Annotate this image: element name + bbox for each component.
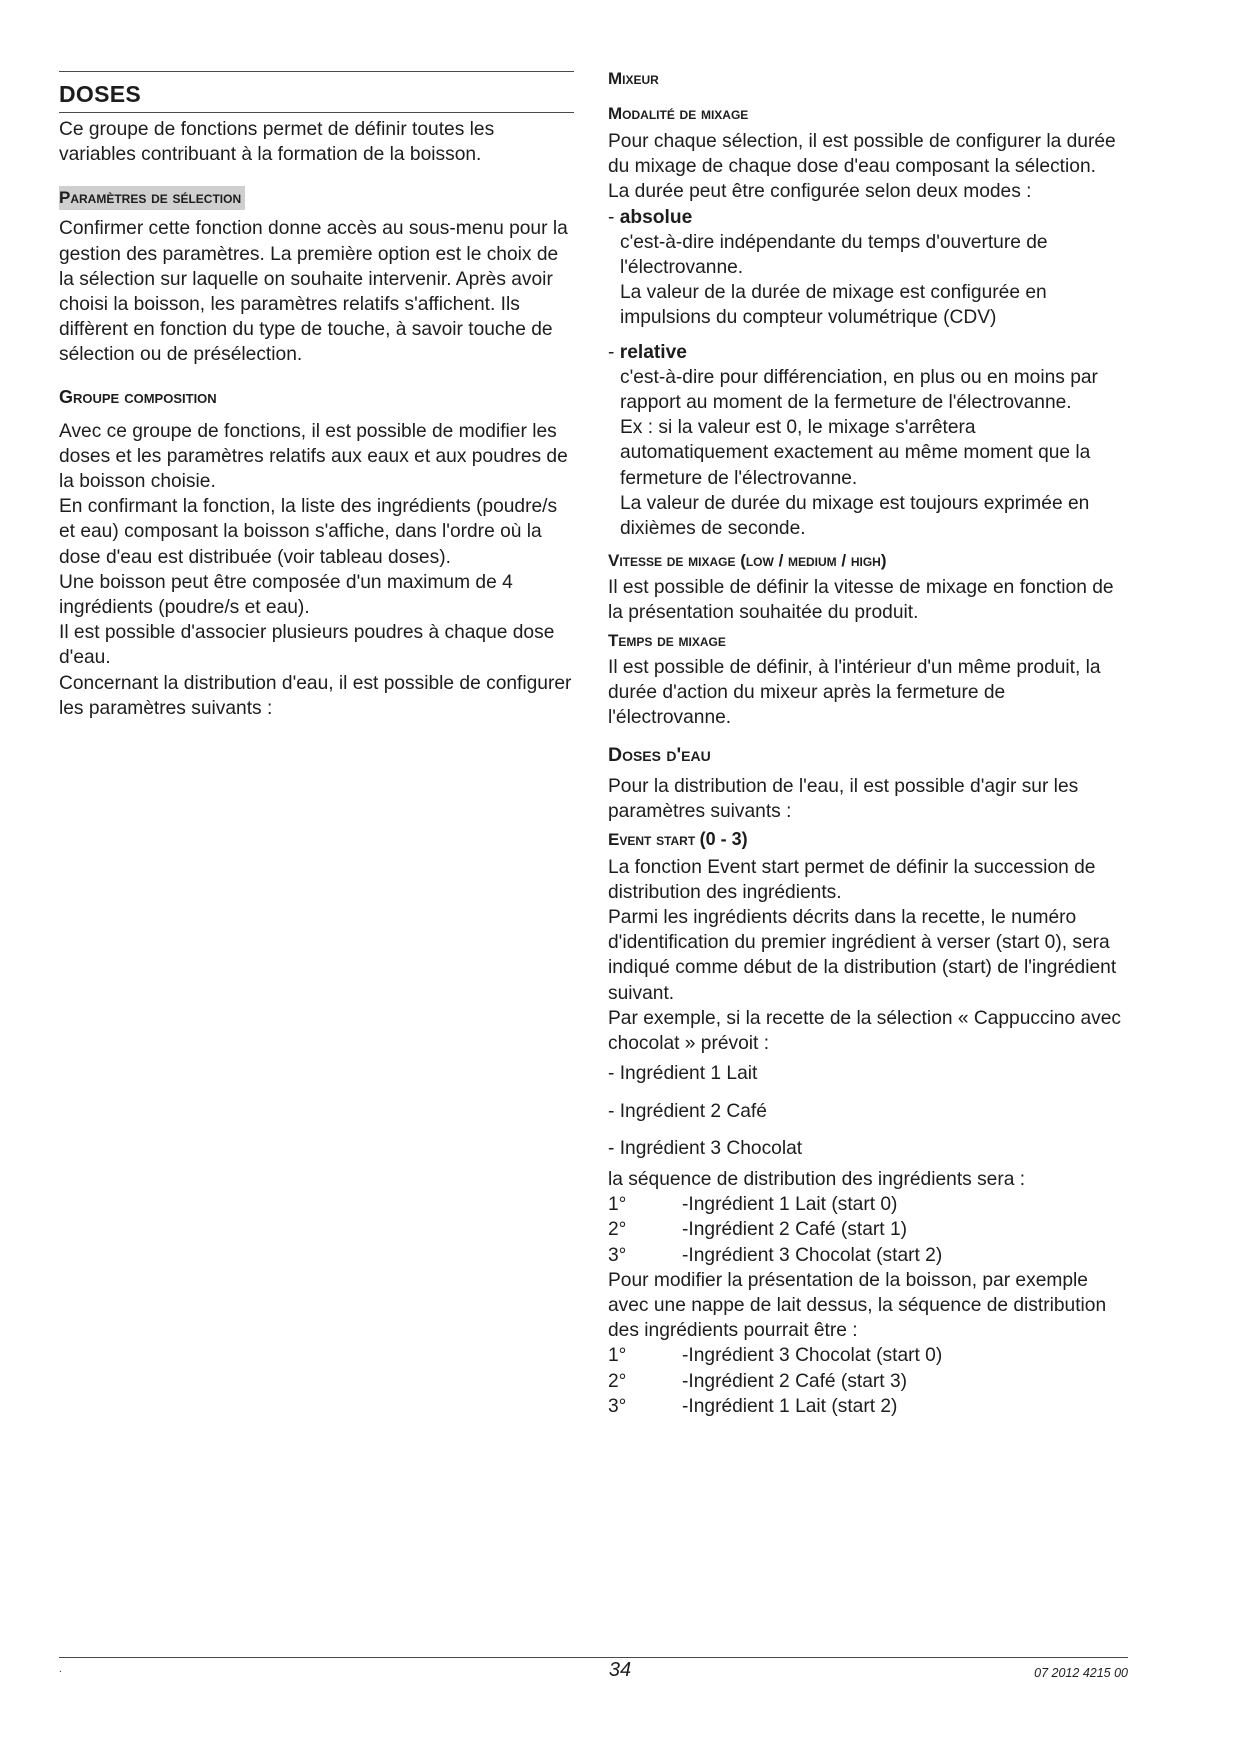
relative-paragraph-3: La valeur de durée du mixage est toujours exprimée en dixièmes de seconde. (620, 492, 1090, 540)
event-heading: Event start (608, 829, 696, 849)
ingredient-item: - Ingrédient 1 Lait (608, 1063, 758, 1085)
ingredient-item: - Ingrédient 3 Chocolat (608, 1137, 803, 1159)
absolue-paragraph-1: c'est-à-dire indépendante du temps d'ouverture de l'électrovanne. (620, 231, 1048, 279)
sequence-text: -Ingrédient 3 Chocolat (start 0) (682, 1345, 943, 1367)
groupe-paragraph-4: Il est possible d'associer plusieurs poudres à chaque dose d'eau. (59, 622, 555, 669)
groupe-heading: Groupe composition (59, 386, 217, 407)
footer-dot: . (59, 1664, 62, 1675)
relative-paragraph-2: Ex : si la valeur est 0, le mixage s'arrêtera automatiquement exactement au même moment que la fermeture de l'électrovanne. (620, 417, 1091, 489)
sequence-row (608, 1243, 1128, 1268)
sequence-intro: la séquence de distribution des ingrédients sera : (608, 1168, 1026, 1190)
modalite-paragraph-1: Pour chaque sélection, il est possible de configurer la durée du mixage de chaque dose d'eau composant la sélection. (608, 131, 1116, 178)
param-heading: Paramètres de sélection (59, 186, 245, 210)
groupe-paragraph-3: Une boisson peut être composée d'un maximum de 4 ingrédients (poudre/s et eau). (59, 571, 513, 619)
section-title: DOSES (59, 81, 142, 107)
sequence-row (608, 1192, 1128, 1217)
sequence-row (608, 1394, 1128, 1419)
doses-eau-paragraph: Pour la distribution de l'eau, il est possible d'agir sur les paramètres suivants : (608, 776, 1079, 823)
relative-item: - relative (608, 341, 687, 363)
groupe-paragraph-5: Concernant la distribution d'eau, il est possible de configurer les paramètres suivants : (59, 672, 572, 719)
sequence-number: 3° (608, 1244, 627, 1266)
event-range: (0 - 3) (699, 828, 748, 849)
sequence-text: -Ingrédient 1 Lait (start 2) (682, 1395, 898, 1417)
relative-label: relative (619, 341, 687, 363)
intro-paragraph: Ce groupe de fonctions permet de définir toutes les variables contribuant à la formation de la boisson. (59, 119, 495, 166)
doses-eau-heading: Doses d'eau (608, 744, 711, 767)
title-top-rule (59, 71, 574, 72)
title-bottom-rule (59, 112, 574, 113)
temps-heading: Temps de mixage (608, 630, 726, 650)
event-paragraph-1: La fonction Event start permet de définir la succession de distribution des ingrédients. (608, 856, 1096, 903)
sequence-row (608, 1217, 1128, 1242)
relative-paragraph-1: c'est-à-dire pour différenciation, en plus ou en moins par rapport au moment de la fermeture de l'électrovanne. (620, 366, 1098, 414)
event-paragraph-3: Par exemple, si la recette de la sélection « Cappuccino avec chocolat » prévoit : (608, 1007, 1122, 1055)
groupe-paragraph-2: En confirmant la fonction, la liste des ingrédients (poudre/s et eau) composant la boisson s'affiche, dans l'ordre où la dose d'eau est distribuée (voir tableau doses). (59, 496, 558, 568)
mixeur-heading: Mixeur (608, 69, 659, 88)
absolue-label: absolue (619, 206, 693, 228)
event-heading-row (608, 829, 1128, 851)
sequence-2-intro: Pour modifier la présentation de la boisson, par exemple avec une nappe de lait dessus, la séquence de distribution des ingrédients pourrait être : (608, 1269, 1107, 1342)
sequence-row (608, 1369, 1128, 1394)
page-number: 34 (608, 1659, 632, 1681)
vitesse-heading: Vitesse de mixage (low / medium / high) (608, 551, 887, 571)
vitesse-paragraph: Il est possible de définir la vitesse de mixage en fonction de la présentation souhaitée du produit. (608, 577, 1114, 624)
modalite-heading: Modalité de mixage (608, 104, 749, 123)
sequence-text: -Ingrédient 3 Chocolat (start 2) (682, 1244, 943, 1266)
sequence-number: 1° (608, 1345, 627, 1367)
sequence-number: 3° (608, 1395, 627, 1417)
right-column (608, 68, 1128, 1419)
document-code: 07 2012 4215 00 (1034, 1666, 1128, 1680)
modalite-paragraph-2: La durée peut être configurée selon deux modes : (608, 181, 1032, 203)
sequence-number: 2° (608, 1370, 627, 1392)
param-paragraph: Confirmer cette fonction donne accès au sous-menu pour la gestion des paramètres. La première option est le choix de la sélection sur laquelle on souhaite intervenir. Après avoir choisi la boisson, les paramètres relatifs s'affichent. Ils diffèrent en fonction du type de touche, à savoir touche de sélection ou de présélection. (59, 218, 568, 366)
groupe-paragraph-1: Avec ce groupe de fonctions, il est possible de modifier les doses et les paramètres relatifs aux eaux et aux poudres de la boisson choisie. (59, 420, 568, 493)
absolue-item: - absolue (608, 206, 693, 228)
sequence-number: 2° (608, 1219, 627, 1241)
sequence-text: -Ingrédient 1 Lait (start 0) (682, 1194, 898, 1216)
sequence-number: 1° (608, 1194, 627, 1216)
event-paragraph-2: Parmi les ingrédients décrits dans la recette, le numéro d'identification du premier ingrédient à verser (start 0), sera indiqué comme début de la distribution (start) de l'ingrédient suivant. (608, 907, 1117, 1004)
ingredient-item: - Ingrédient 2 Café (608, 1100, 767, 1122)
footer-rule (59, 1657, 1128, 1658)
sequence-text: -Ingrédient 2 Café (start 1) (682, 1219, 908, 1241)
temps-paragraph: Il est possible de définir, à l'intérieur d'un même produit, la durée d'action du mixeur après la fermeture de l'électrovanne. (608, 656, 1101, 729)
absolue-paragraph-2: La valeur de la durée de mixage est configurée en impulsions du compteur volumétrique (CDV) (620, 282, 1047, 329)
sequence-text: -Ingrédient 2 Café (start 3) (682, 1370, 908, 1392)
left-column (59, 71, 574, 721)
sequence-row (608, 1343, 1128, 1368)
